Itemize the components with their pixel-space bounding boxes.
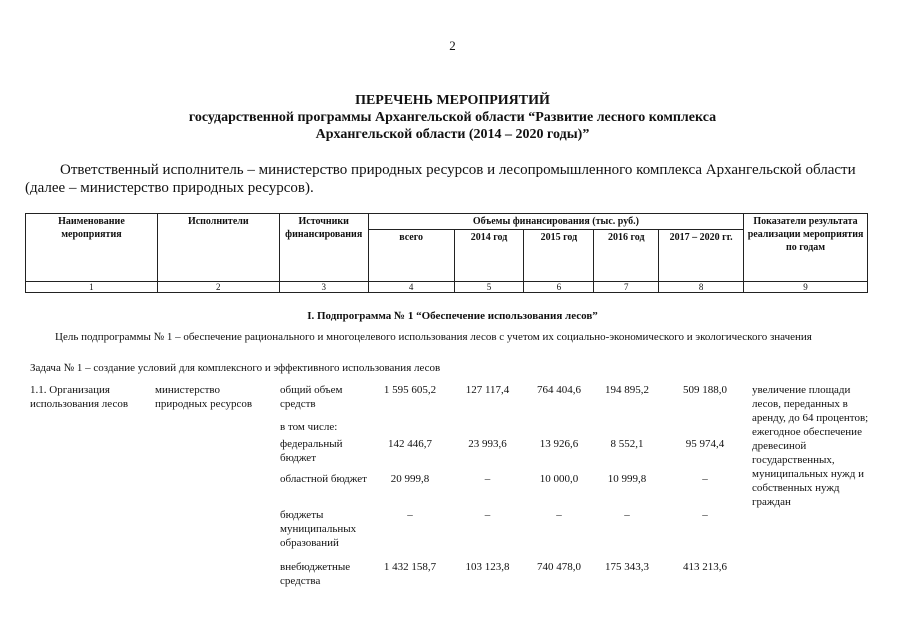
intro-line1 (25, 161, 875, 179)
header-total: всего (368, 230, 454, 282)
value-total: 1 595 605,2 (383, 384, 437, 396)
value-2017-2020: – (702, 473, 708, 485)
header-volumes: Объемы финансирования (тыс. руб.) (368, 214, 743, 230)
document-subtitle-line2: Архангельской области (2014 – 2020 годы)” (315, 127, 590, 142)
value-2014: – (484, 473, 491, 485)
value-total: 142 446,7 (388, 438, 432, 450)
intro-line2: (далее – министерство природных ресурсов). (25, 180, 314, 196)
col-num: 5 (454, 282, 524, 293)
header-executors: Исполнители (157, 214, 279, 282)
col-num: 4 (368, 282, 454, 293)
value-2014: 23 993,6 (468, 438, 507, 450)
header-results: Показатели результата реализации мероприятия по годам (744, 214, 868, 282)
value-2016: 8 552,1 (610, 438, 644, 450)
header-name: Наименование мероприятия (26, 214, 158, 282)
value-2017-2020: 509 188,0 (683, 384, 727, 396)
col-num: 7 (594, 282, 659, 293)
source-label: общий объем средств (280, 384, 343, 410)
value-2017-2020: 413 213,6 (683, 561, 727, 573)
value-2014: – (484, 509, 491, 521)
col-num: 8 (659, 282, 744, 293)
header-2016: 2016 год (594, 230, 659, 282)
value-2015: – (556, 509, 562, 521)
value-2015: 13 926,6 (539, 438, 579, 450)
value-2015: 10 000,0 (539, 473, 579, 485)
value-2015: 764 404,6 (537, 384, 581, 396)
value-total: – (407, 509, 413, 521)
value-2014: 127 117,4 (465, 384, 510, 396)
measure-result: увеличение площади лесов, переданных в аренду, до 64 процентов; ежегодное обеспечение древесиной государственных, муниципальных нужд и собственных нужд граждан (752, 384, 869, 508)
source-label: федеральный бюджет (280, 438, 343, 464)
header-2014: 2014 год (454, 230, 524, 282)
subprogram-title: I. Подпрограмма № 1 “Обеспечение использования лесов” (307, 310, 598, 322)
value-total: 1 432 158,7 (383, 561, 437, 573)
value-2014: 103 123,8 (465, 561, 510, 573)
goal-paragraph: Цель подпрограммы № 1 – обеспечение рационального и многоцелевого использования лесов с учетом их социально-экономического и экологического значения (55, 331, 812, 343)
measures-table-header (25, 213, 868, 293)
col-num: 2 (157, 282, 279, 293)
value-2015: 740 478,0 (537, 561, 581, 573)
col-num: 6 (524, 282, 594, 293)
value-2016: 10 999,8 (607, 473, 647, 485)
value-total: 20 999,8 (390, 473, 430, 485)
col-num: 1 (26, 282, 158, 293)
source-label: внебюджетные средства (280, 561, 351, 587)
value-2016: 175 343,3 (605, 561, 649, 573)
header-2015: 2015 год (524, 230, 594, 282)
value-2016: – (624, 509, 630, 521)
value-2016: 194 895,2 (605, 384, 649, 396)
measure-executor: министерство природных ресурсов (155, 384, 253, 410)
page-number: 2 (449, 38, 456, 53)
source-label: областной бюджет (280, 473, 367, 485)
source-label: в том числе: (280, 421, 338, 433)
intro-text-1: Ответственный исполнитель – министерство природных ресурсов и лесопромышленного комплекса Архангельской области (60, 162, 856, 178)
document-subtitle-line1: государственной программы Архангельской области “Развитие лесного комплекса (188, 110, 717, 125)
header-2017-2020: 2017 – 2020 гг. (659, 230, 744, 282)
header-sources: Источники финансирования (279, 214, 368, 282)
measure-name: 1.1. Организация использования лесов (30, 384, 129, 410)
col-num: 9 (744, 282, 868, 293)
task-paragraph: Задача № 1 – создание условий для комплексного и эффективного использования лесов (30, 362, 441, 374)
value-2017-2020: – (702, 509, 708, 521)
col-num: 3 (279, 282, 368, 293)
value-2017-2020: 95 974,4 (685, 438, 725, 450)
document-title: ПЕРЕЧЕНЬ МЕРОПРИЯТИЙ (355, 93, 550, 108)
source-label: бюджеты муниципальных образований (280, 509, 357, 549)
